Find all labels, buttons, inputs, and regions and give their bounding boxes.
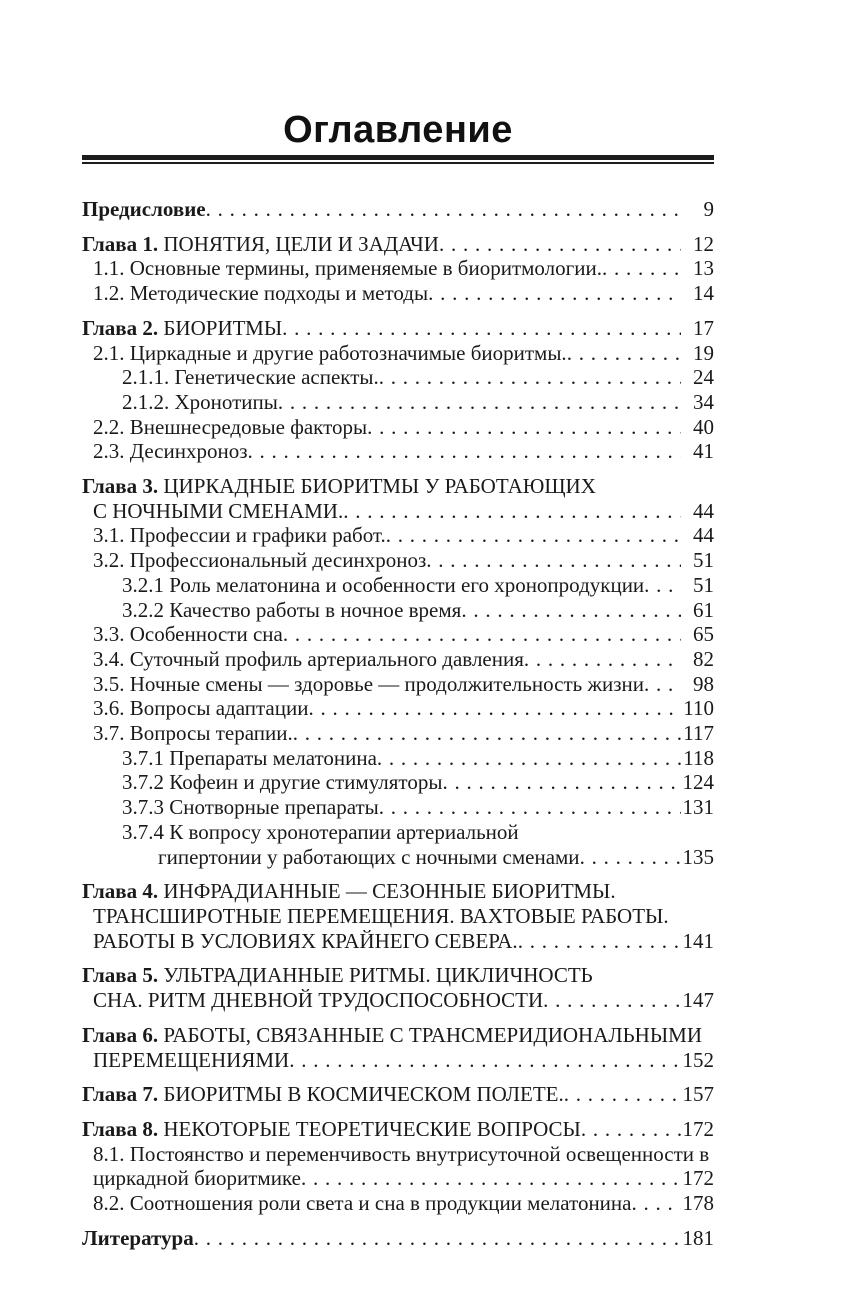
toc-line bbox=[82, 672, 714, 697]
toc-entry bbox=[82, 415, 714, 440]
toc-line bbox=[82, 721, 714, 746]
toc-line bbox=[82, 622, 714, 647]
page-number: 178 bbox=[682, 1191, 714, 1216]
toc-line bbox=[82, 1117, 714, 1142]
toc-entry bbox=[82, 548, 714, 573]
toc-entry bbox=[82, 232, 714, 257]
entry-label: 3.7.2 Кофеин и другие стимуляторы bbox=[122, 770, 443, 795]
toc-entry bbox=[82, 1023, 714, 1072]
toc-entry bbox=[82, 1082, 714, 1107]
toc-line bbox=[82, 415, 714, 440]
toc-line bbox=[82, 770, 714, 795]
toc-line bbox=[82, 548, 714, 573]
entry-label: Глава 3. ЦИРКАДНЫЕ БИОРИТМЫ У РАБОТАЮЩИХ bbox=[82, 474, 596, 499]
toc-entry bbox=[82, 746, 714, 771]
dot-leader bbox=[581, 1117, 681, 1142]
dot-leader bbox=[602, 256, 681, 281]
dot-leader bbox=[289, 1048, 681, 1073]
toc-line bbox=[82, 1166, 714, 1191]
page-number: 147 bbox=[682, 988, 714, 1013]
toc-line bbox=[82, 316, 714, 341]
toc-line bbox=[82, 647, 714, 672]
toc-entry bbox=[82, 963, 714, 1012]
dot-leader bbox=[439, 232, 681, 257]
dot-leader bbox=[283, 622, 681, 647]
entry-label: Глава 8. НЕКОТОРЫЕ ТЕОРЕТИЧЕСКИЕ ВОПРОСЫ bbox=[82, 1116, 581, 1141]
entry-prefix: Литература bbox=[82, 1225, 194, 1250]
toc-line bbox=[82, 281, 714, 306]
toc-entry bbox=[82, 1226, 714, 1251]
toc-line bbox=[82, 256, 714, 281]
toc-line bbox=[82, 1191, 714, 1216]
page-number: 117 bbox=[683, 721, 714, 746]
toc-line bbox=[82, 573, 714, 598]
entry-label: Глава 6. РАБОТЫ, СВЯЗАННЫЕ С ТРАНСМЕРИДИОНАЛЬНЫМИ bbox=[82, 1022, 703, 1047]
entry-label: 3.4. Суточный профиль артериального давления bbox=[93, 646, 524, 671]
entry-prefix: Глава 6. bbox=[82, 1022, 159, 1047]
toc-entry bbox=[82, 721, 714, 746]
toc-entry bbox=[82, 316, 714, 341]
toc-entries bbox=[82, 197, 714, 1250]
dot-leader bbox=[248, 439, 681, 464]
toc-entry bbox=[82, 795, 714, 820]
entry-prefix: Глава 8. bbox=[82, 1116, 159, 1141]
toc-line bbox=[82, 929, 714, 954]
toc-line bbox=[82, 904, 714, 929]
entry-label: 3.2.1 Роль мелатонина и особенности его хронопродукции bbox=[122, 572, 645, 597]
entry-label: ПЕРЕМЕЩЕНИЯМИ bbox=[93, 1047, 290, 1072]
dot-leader bbox=[293, 721, 681, 746]
toc-entry bbox=[82, 281, 714, 306]
entry-prefix: Глава 1. bbox=[82, 231, 159, 256]
page-number: 172 bbox=[682, 1116, 714, 1141]
entry-prefix: Глава 4. bbox=[82, 879, 159, 904]
toc-entry bbox=[82, 820, 714, 869]
toc-entry bbox=[82, 622, 714, 647]
title-rule bbox=[82, 155, 714, 164]
dot-leader bbox=[567, 341, 681, 366]
dot-leader bbox=[386, 523, 681, 548]
entry-prefix: Глава 7. bbox=[82, 1082, 159, 1107]
entry-label: 3.5. Ночные смены — здоровье — продолжительность жизни bbox=[93, 671, 644, 696]
entry-label: 3.7. Вопросы терапии. bbox=[93, 721, 293, 746]
entry-label: 3.7.4 К вопросу хронотерапии артериальной bbox=[122, 819, 519, 844]
dot-leader bbox=[644, 573, 681, 598]
toc-entry bbox=[82, 696, 714, 721]
dot-leader bbox=[524, 647, 681, 672]
toc-line bbox=[82, 820, 714, 845]
dot-leader bbox=[282, 316, 681, 341]
toc-entry bbox=[82, 770, 714, 795]
toc-line bbox=[82, 795, 714, 820]
page-number: 131 bbox=[682, 795, 714, 820]
toc-entry bbox=[82, 439, 714, 464]
page-number: 14 bbox=[693, 281, 714, 306]
page-number: 19 bbox=[693, 340, 714, 365]
page-number: 41 bbox=[693, 439, 714, 464]
toc-line bbox=[82, 523, 714, 548]
entry-label: ТРАНСШИРОТНЫЕ ПЕРЕМЕЩЕНИЯ. ВАХТОВЫЕ РАБОТЫ. bbox=[93, 903, 669, 928]
entry-label bbox=[82, 197, 206, 222]
toc-entry bbox=[82, 1191, 714, 1216]
page-number: 118 bbox=[683, 745, 714, 770]
page-number: 24 bbox=[693, 365, 714, 390]
toc-entry bbox=[82, 879, 714, 953]
entry-label: РАБОТЫ В УСЛОВИЯХ КРАЙНЕГО СЕВЕРА. bbox=[93, 928, 518, 953]
toc-line bbox=[82, 598, 714, 623]
page-number: 65 bbox=[693, 622, 714, 647]
entry-label: 2.1. Циркадные и другие работозначимые биоритмы. bbox=[93, 340, 567, 365]
toc-entry bbox=[82, 390, 714, 415]
toc-line bbox=[82, 341, 714, 366]
entry-prefix: Предисловие bbox=[82, 197, 206, 221]
toc-line bbox=[82, 365, 714, 390]
toc-entry bbox=[82, 523, 714, 548]
dot-leader bbox=[377, 746, 681, 771]
toc-entry bbox=[82, 647, 714, 672]
toc-line bbox=[82, 197, 714, 222]
toc-line bbox=[82, 746, 714, 771]
page-number: 44 bbox=[693, 498, 714, 523]
dot-leader bbox=[343, 499, 681, 524]
dot-leader bbox=[442, 770, 681, 795]
dot-leader bbox=[461, 598, 681, 623]
dot-leader bbox=[426, 548, 681, 573]
page-number: 51 bbox=[693, 548, 714, 573]
entry-label: 2.2. Внешнесредовые факторы bbox=[93, 414, 368, 439]
page-number: 9 bbox=[703, 197, 714, 221]
toc-content bbox=[82, 0, 714, 1250]
entry-label: СНА. РИТМ ДНЕВНОЙ ТРУДОСПОСОБНОСТИ bbox=[93, 988, 544, 1013]
entry-label: Глава 1. ПОНЯТИЯ, ЦЕЛИ И ЗАДАЧИ bbox=[82, 231, 439, 256]
toc-line bbox=[82, 1142, 714, 1167]
page-number: 110 bbox=[683, 696, 714, 721]
page-number: 152 bbox=[682, 1047, 714, 1072]
page-number: 135 bbox=[682, 844, 714, 869]
page-number: 61 bbox=[693, 597, 714, 622]
entry-label: 1.2. Методические подходы и методы bbox=[93, 281, 429, 306]
dot-leader bbox=[206, 197, 681, 222]
entry-label: Глава 5. УЛЬТРАДИАННЫЕ РИТМЫ. ЦИКЛИЧНОСТЬ bbox=[82, 963, 593, 988]
toc-line bbox=[82, 232, 714, 257]
dot-leader bbox=[379, 365, 681, 390]
toc-line bbox=[82, 390, 714, 415]
toc-line bbox=[82, 1082, 714, 1107]
dot-leader bbox=[308, 696, 681, 721]
page-number: 124 bbox=[682, 770, 714, 795]
page-title: Оглавление bbox=[283, 109, 513, 151]
dot-leader bbox=[644, 672, 681, 697]
page-number: 98 bbox=[693, 671, 714, 696]
toc-line bbox=[82, 1023, 714, 1048]
entry-label: циркадной биоритмике bbox=[93, 1166, 301, 1191]
entry-label: 2.1.2. Хронотипы bbox=[122, 389, 278, 414]
dot-leader bbox=[194, 1226, 681, 1251]
toc-line bbox=[82, 439, 714, 464]
entry-label: 3.3. Особенности сна bbox=[93, 622, 283, 647]
toc-line bbox=[82, 988, 714, 1013]
dot-leader bbox=[379, 795, 681, 820]
page-number: 141 bbox=[682, 928, 714, 953]
page-number: 44 bbox=[693, 523, 714, 548]
dot-leader bbox=[518, 929, 681, 954]
page-number: 34 bbox=[693, 389, 714, 414]
page-number: 40 bbox=[693, 414, 714, 439]
dot-leader bbox=[580, 845, 681, 870]
entry-label bbox=[82, 1226, 194, 1251]
toc-line bbox=[82, 845, 714, 870]
toc-line bbox=[82, 879, 714, 904]
toc-entry bbox=[82, 341, 714, 366]
entry-label: 3.7.3 Снотворные препараты bbox=[122, 795, 379, 820]
dot-leader bbox=[428, 281, 681, 306]
dot-leader bbox=[631, 1191, 681, 1216]
entry-label: 2.3. Десинхроноз bbox=[93, 439, 248, 464]
toc-line bbox=[82, 963, 714, 988]
toc-entry bbox=[82, 598, 714, 623]
toc-entry bbox=[82, 256, 714, 281]
page-number: 82 bbox=[693, 646, 714, 671]
toc-line bbox=[82, 1226, 714, 1251]
toc-entry bbox=[82, 197, 714, 222]
entry-label: 8.2. Соотношения роли света и сна в продукции мелатонина bbox=[93, 1191, 632, 1216]
entry-label: С НОЧНЫМИ СМЕНАМИ. bbox=[93, 498, 344, 523]
page-number: 12 bbox=[693, 231, 714, 256]
entry-label: 3.2.2 Качество работы в ночное время bbox=[122, 597, 462, 622]
page-number: 157 bbox=[682, 1082, 714, 1107]
entry-label: 3.1. Профессии и графики работ. bbox=[93, 523, 386, 548]
entry-label: Глава 2. БИОРИТМЫ bbox=[82, 315, 283, 340]
dot-leader bbox=[278, 390, 681, 415]
dot-leader bbox=[301, 1166, 681, 1191]
dot-leader bbox=[367, 415, 681, 440]
entry-label: 3.2. Профессиональный десинхроноз bbox=[93, 548, 427, 573]
entry-label: Глава 4. ИНФРАДИАННЫЕ — СЕЗОННЫЕ БИОРИТМЫ. bbox=[82, 879, 616, 904]
page-number: 181 bbox=[682, 1225, 714, 1250]
dot-leader bbox=[543, 988, 681, 1013]
toc-entry bbox=[82, 1142, 714, 1191]
entry-label: 3.6. Вопросы адаптации bbox=[93, 696, 309, 721]
toc-line bbox=[82, 499, 714, 524]
toc-entry bbox=[82, 474, 714, 523]
toc-entry bbox=[82, 365, 714, 390]
entry-prefix: Глава 2. bbox=[82, 315, 159, 340]
entry-label: гипертонии у работающих с ночными сменами bbox=[158, 844, 580, 869]
toc-line bbox=[82, 474, 714, 499]
entry-label: 8.1. Постоянство и переменчивость внутрисуточной освещенности в bbox=[93, 1141, 710, 1166]
entry-label: 3.7.1 Препараты мелатонина bbox=[122, 745, 377, 770]
entry-label: Глава 7. БИОРИТМЫ В КОСМИЧЕСКОМ ПОЛЕТЕ. bbox=[82, 1082, 564, 1107]
entry-label: 2.1.1. Генетические аспекты. bbox=[122, 365, 379, 390]
toc-line bbox=[82, 696, 714, 721]
page-number: 172 bbox=[682, 1166, 714, 1191]
page-number: 51 bbox=[693, 572, 714, 597]
toc-entry bbox=[82, 573, 714, 598]
page-number: 17 bbox=[693, 315, 714, 340]
page-number: 13 bbox=[693, 256, 714, 281]
toc-entry bbox=[82, 1117, 714, 1142]
toc-entry bbox=[82, 672, 714, 697]
dot-leader bbox=[564, 1082, 681, 1107]
toc-line bbox=[82, 1048, 714, 1073]
entry-label: 1.1. Основные термины, применяемые в биоритмологии. bbox=[93, 256, 602, 281]
entry-prefix: Глава 5. bbox=[82, 963, 159, 988]
entry-prefix: Глава 3. bbox=[82, 474, 159, 499]
